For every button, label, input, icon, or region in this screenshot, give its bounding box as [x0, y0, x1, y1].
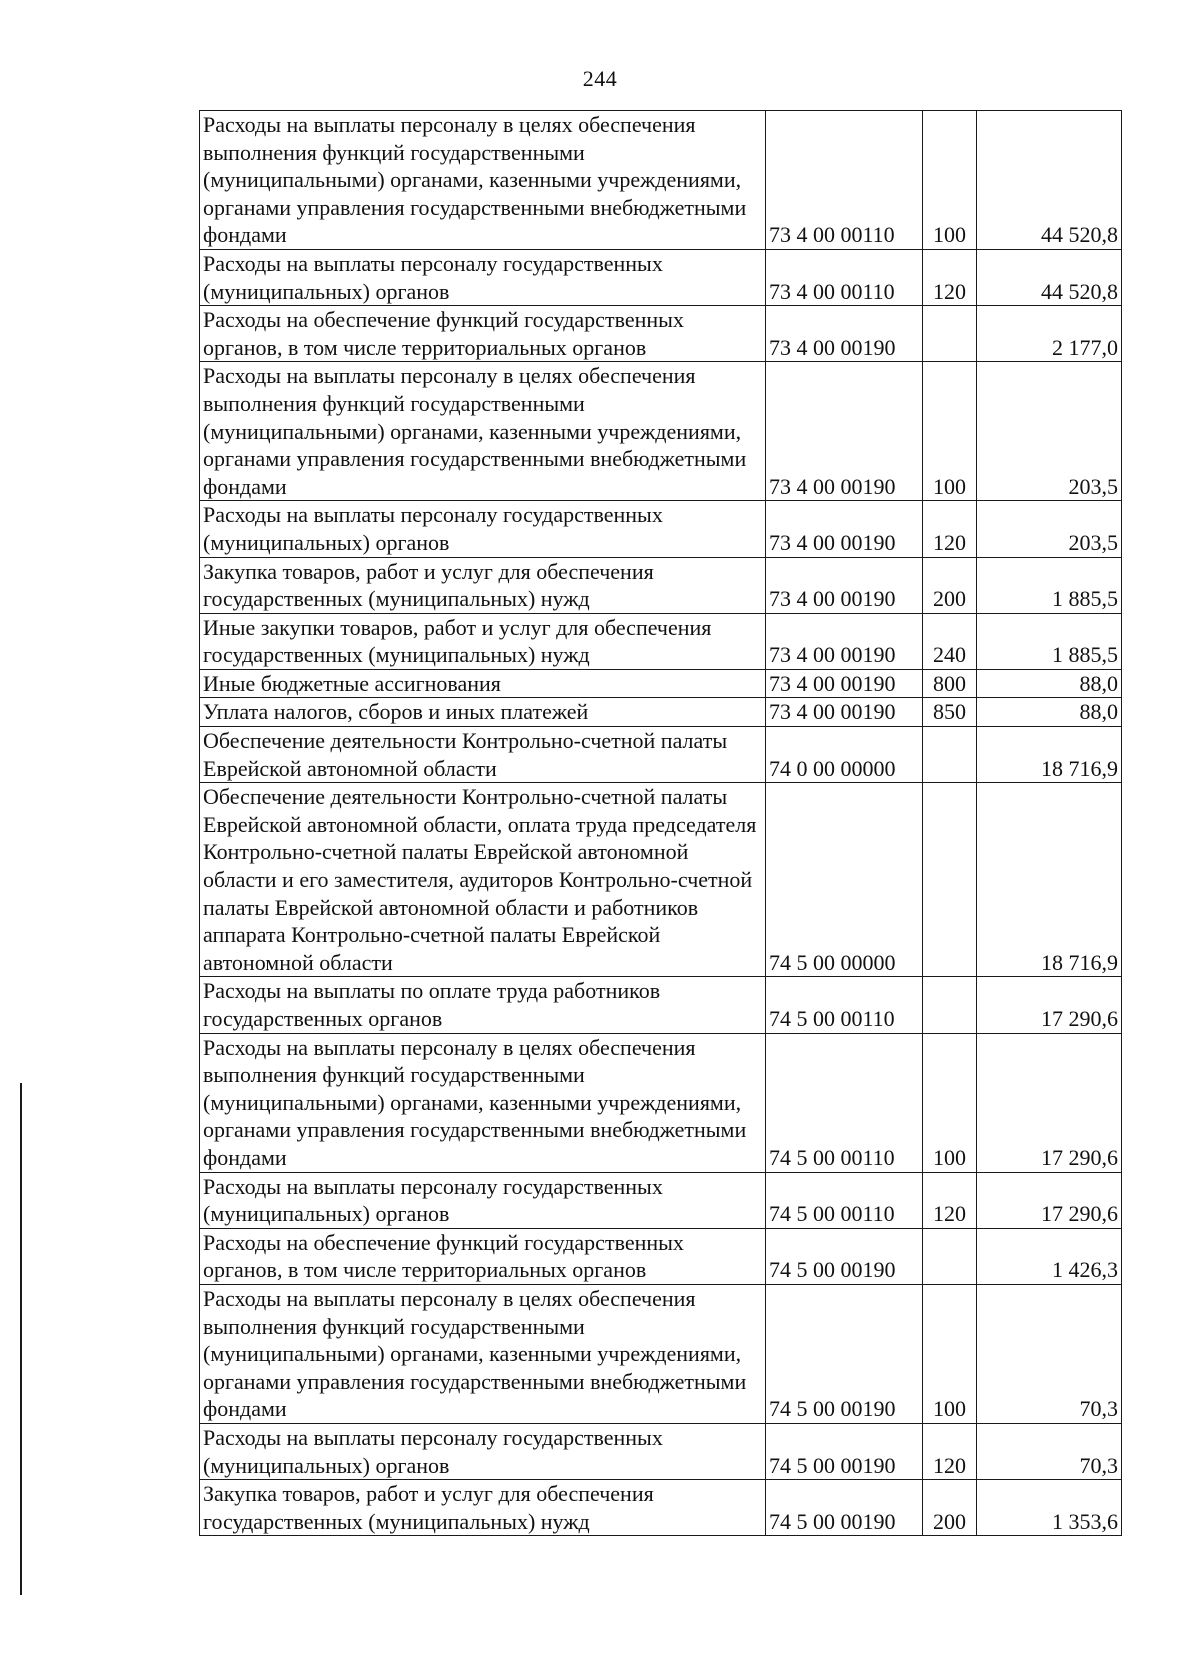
- target-article-code-cell: 74 5 00 00000: [766, 783, 923, 977]
- expense-name-cell: Иные закупки товаров, работ и услуг для обеспечения государственных (муниципальных) нужд: [200, 613, 766, 669]
- expense-type-code-cell: [923, 977, 977, 1033]
- target-article-code-cell: 74 5 00 00110: [766, 1172, 923, 1228]
- target-article-code-cell: 73 4 00 00190: [766, 698, 923, 727]
- expense-name-cell: Расходы на выплаты персоналу государственных (муниципальных) органов: [200, 249, 766, 305]
- expense-type-code-cell: 200: [923, 1480, 977, 1536]
- expense-type-code-cell: [923, 727, 977, 783]
- target-article-code-cell: 73 4 00 00190: [766, 669, 923, 698]
- table-row: [200, 977, 1122, 1033]
- expense-name-cell: Иные бюджетные ассигнования: [200, 669, 766, 698]
- expense-type-code-cell: 120: [923, 1172, 977, 1228]
- budget-table-body: [200, 111, 1122, 1536]
- table-row: [200, 306, 1122, 362]
- expense-type-code-cell: 100: [923, 111, 977, 250]
- margin-rule: [20, 1083, 22, 1595]
- target-article-code-cell: 74 5 00 00190: [766, 1480, 923, 1536]
- amount-cell: 1 353,6: [977, 1480, 1122, 1536]
- target-article-code-cell: 74 5 00 00190: [766, 1228, 923, 1284]
- target-article-code-cell: 73 4 00 00110: [766, 249, 923, 305]
- expense-type-code-cell: 100: [923, 1284, 977, 1423]
- expense-name-cell: Расходы на выплаты персоналу государственных (муниципальных) органов: [200, 1423, 766, 1479]
- amount-cell: 2 177,0: [977, 306, 1122, 362]
- amount-cell: 17 290,6: [977, 1172, 1122, 1228]
- target-article-code-cell: 73 4 00 00190: [766, 362, 923, 501]
- table-row: [200, 783, 1122, 977]
- table-row: [200, 727, 1122, 783]
- amount-cell: 44 520,8: [977, 111, 1122, 250]
- table-row: [200, 613, 1122, 669]
- expense-name-cell: Обеспечение деятельности Контрольно-счетной палаты Еврейской автономной области, оплата труда председателя Контрольно-счетной палаты Еврейской автономной области и его заместителя, аудиторов Контрольно-счетной палаты Еврейской автономной области и работников аппарата Контрольно-счетной палаты Еврейской автономной области: [200, 783, 766, 977]
- table-row: [200, 1033, 1122, 1172]
- expense-name-cell: Обеспечение деятельности Контрольно-счетной палаты Еврейской автономной области: [200, 727, 766, 783]
- amount-cell: 1 885,5: [977, 557, 1122, 613]
- amount-cell: 1 426,3: [977, 1228, 1122, 1284]
- table-row: [200, 1172, 1122, 1228]
- expense-name-cell: Расходы на обеспечение функций государственных органов, в том числе территориальных органов: [200, 306, 766, 362]
- table-row: [200, 111, 1122, 250]
- expense-name-cell: Закупка товаров, работ и услуг для обеспечения государственных (муниципальных) нужд: [200, 1480, 766, 1536]
- target-article-code-cell: 74 5 00 00110: [766, 977, 923, 1033]
- expense-name-cell: Расходы на выплаты персоналу государственных (муниципальных) органов: [200, 501, 766, 557]
- target-article-code-cell: 73 4 00 00190: [766, 613, 923, 669]
- expense-type-code-cell: 120: [923, 1423, 977, 1479]
- amount-cell: 44 520,8: [977, 249, 1122, 305]
- target-article-code-cell: 74 0 00 00000: [766, 727, 923, 783]
- target-article-code-cell: 73 4 00 00110: [766, 111, 923, 250]
- budget-table: [199, 110, 1122, 1536]
- expense-name-cell: Расходы на выплаты по оплате труда работников государственных органов: [200, 977, 766, 1033]
- amount-cell: 17 290,6: [977, 1033, 1122, 1172]
- expense-type-code-cell: 240: [923, 613, 977, 669]
- target-article-code-cell: 74 5 00 00110: [766, 1033, 923, 1172]
- page-number: 244: [582, 66, 618, 91]
- expense-type-code-cell: 850: [923, 698, 977, 727]
- expense-name-cell: Закупка товаров, работ и услуг для обеспечения государственных (муниципальных) нужд: [200, 557, 766, 613]
- table-row: [200, 698, 1122, 727]
- table-row: [200, 557, 1122, 613]
- expense-type-code-cell: 120: [923, 501, 977, 557]
- table-row: [200, 501, 1122, 557]
- amount-cell: 203,5: [977, 362, 1122, 501]
- expense-type-code-cell: [923, 306, 977, 362]
- amount-cell: 1 885,5: [977, 613, 1122, 669]
- expense-type-code-cell: 100: [923, 362, 977, 501]
- expense-type-code-cell: 120: [923, 249, 977, 305]
- expense-type-code-cell: 200: [923, 557, 977, 613]
- table-row: [200, 1480, 1122, 1536]
- amount-cell: 203,5: [977, 501, 1122, 557]
- amount-cell: 18 716,9: [977, 727, 1122, 783]
- expense-name-cell: Расходы на выплаты персоналу в целях обеспечения выполнения функций государственными (муниципальными) органами, казенными учреждениями, органами управления государственными внебюджетными фондами: [200, 1284, 766, 1423]
- expense-name-cell: Расходы на выплаты персоналу в целях обеспечения выполнения функций государственными (муниципальными) органами, казенными учреждениями, органами управления государственными внебюджетными фондами: [200, 362, 766, 501]
- expense-type-code-cell: [923, 783, 977, 977]
- target-article-code-cell: 73 4 00 00190: [766, 306, 923, 362]
- target-article-code-cell: 73 4 00 00190: [766, 501, 923, 557]
- table-row: [200, 669, 1122, 698]
- table-row: [200, 362, 1122, 501]
- expense-name-cell: Расходы на выплаты персоналу государственных (муниципальных) органов: [200, 1172, 766, 1228]
- amount-cell: 18 716,9: [977, 783, 1122, 977]
- expense-type-code-cell: [923, 1228, 977, 1284]
- amount-cell: 70,3: [977, 1284, 1122, 1423]
- expense-name-cell: Расходы на выплаты персоналу в целях обеспечения выполнения функций государственными (муниципальными) органами, казенными учреждениями, органами управления государственными внебюджетными фондами: [200, 1033, 766, 1172]
- target-article-code-cell: 74 5 00 00190: [766, 1423, 923, 1479]
- table-row: [200, 1423, 1122, 1479]
- table-row: [200, 249, 1122, 305]
- amount-cell: 17 290,6: [977, 977, 1122, 1033]
- expense-name-cell: Расходы на обеспечение функций государственных органов, в том числе территориальных органов: [200, 1228, 766, 1284]
- target-article-code-cell: 74 5 00 00190: [766, 1284, 923, 1423]
- table-row: [200, 1228, 1122, 1284]
- expense-name-cell: Расходы на выплаты персоналу в целях обеспечения выполнения функций государственными (муниципальными) органами, казенными учреждениями, органами управления государственными внебюджетными фондами: [200, 111, 766, 250]
- amount-cell: 88,0: [977, 669, 1122, 698]
- amount-cell: 88,0: [977, 698, 1122, 727]
- expense-name-cell: Уплата налогов, сборов и иных платежей: [200, 698, 766, 727]
- table-row: [200, 1284, 1122, 1423]
- amount-cell: 70,3: [977, 1423, 1122, 1479]
- expense-type-code-cell: 800: [923, 669, 977, 698]
- target-article-code-cell: 73 4 00 00190: [766, 557, 923, 613]
- expense-type-code-cell: 100: [923, 1033, 977, 1172]
